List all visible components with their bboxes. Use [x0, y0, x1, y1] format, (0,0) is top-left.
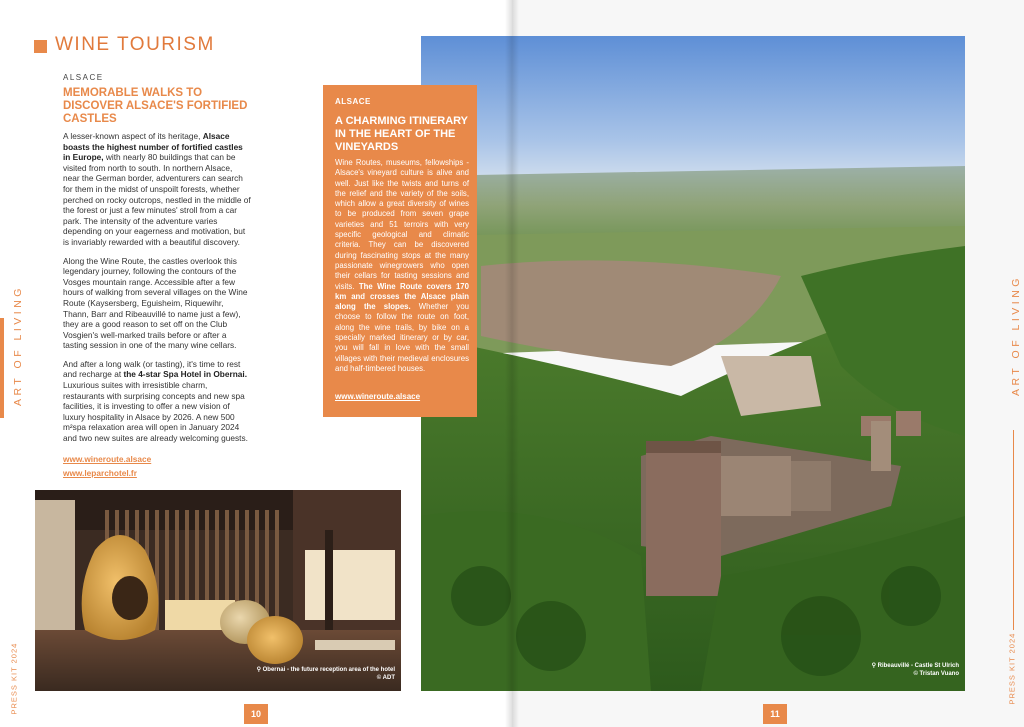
castle-caption-text: Ribeauvillé - Castle St Ulrich — [877, 663, 959, 669]
box-body — [335, 158, 469, 374]
hotel-photo — [35, 490, 401, 691]
press-kit-right: PRESS KIT 2024 — [1007, 632, 1017, 705]
press-kit-left: PRESS KIT 2024 — [9, 642, 19, 715]
paragraph-1 — [63, 131, 251, 248]
spine-shadow — [505, 0, 519, 727]
p3-text-bold: the 4-star Spa Hotel in Obernai. — [123, 369, 247, 380]
hotel-caption — [257, 666, 395, 682]
paragraph-2: Along the Wine Route, the castles overlook this legendary journey, following the contours of the Vosges mountain range. Accessible after a few hours of walking from several villages on the Wine Route (Kaysersberg, Eguisheim, Riquewihr, Thann, Barr and Ribeauvillé to name just a few), they are a good reason to set off on the Club Vosgien's well-marked trails before or after a tasting session in one of the many wine cellars. — [63, 255, 248, 351]
box-headline: A CHARMING ITINERARY IN THE HEART OF THE VINEYARDS — [335, 115, 468, 153]
castle-caption — [872, 662, 959, 678]
section-marker — [34, 40, 47, 53]
side-rule-right — [1013, 430, 1014, 630]
box-wineroute-link[interactable]: www.wineroute.alsace — [335, 392, 421, 401]
box-kicker: ALSACE — [335, 97, 371, 106]
article-kicker: ALSACE — [63, 73, 104, 82]
location-pin-icon: ⚲ — [871, 663, 878, 669]
hotel-illustration — [35, 490, 401, 691]
side-label-left: ART OF LIVING — [12, 285, 24, 406]
article-body — [63, 131, 251, 480]
box-body-bold: The Wine Route covers 170 km and crosses the Alsace plain along the slopes. — [335, 281, 469, 312]
p3-text-c: Luxurious suites with irresistible charm, restaurants with surprising concepts and new spa facilities, it is investing to offer a new vision of luxury hospitality in Alsace by 2026. A new 500 m²spa relaxation area will open in January 2024 and two new suites are already welcoming guests. — [63, 380, 248, 444]
paragraph-3 — [63, 359, 251, 444]
box-body-c: Whether you choose to follow the route on foot, along the wine trails, by bike on a specially marked itinerary or by car, you will fall in love with the small villages with their medieval enclosures and half-timbered houses. — [335, 302, 469, 373]
leparchotel-link[interactable]: www.leparchotel.fr — [63, 467, 137, 478]
itinerary-box — [323, 85, 477, 417]
section-title: WINE TOURISM — [55, 34, 215, 55]
side-tab-marker — [0, 318, 4, 418]
p3-text-a: And after a long walk (or tasting), it's time to rest and recharge at — [63, 358, 241, 380]
page-number-left: 10 — [244, 704, 268, 724]
page-number-right: 11 — [763, 704, 787, 724]
wineroute-link[interactable]: www.wineroute.alsace — [63, 453, 152, 464]
p1-text-c: with nearly 80 buildings that can be visited from north to south. In northern Alsace, near the German border, adventurers can search for them in the midst of unspoilt forests, whether perched on rocky outcrops, nestled in the middle of the forest or just a few minutes' stroll from a car park. The intensity of the adventure varies depending on your eagerness and motivation, but is invariably rewarded with a beautiful discovery. — [63, 152, 251, 247]
p1-text-bold: Alsace boasts the highest number of fortified castles in Europe, — [63, 131, 243, 163]
p1-text-a: A lesser-known aspect of its heritage, — [63, 131, 203, 141]
side-label-right: ART OF LIVING — [1010, 275, 1022, 396]
article-headline: MEMORABLE WALKS TO DISCOVER ALSACE'S FORTIFIED CASTLES — [63, 87, 248, 125]
hotel-credit: © ADT — [376, 675, 395, 681]
castle-illustration — [421, 36, 965, 691]
hotel-caption-text: Obernai - the future reception area of the hotel — [262, 667, 395, 673]
castle-photo — [421, 36, 965, 691]
location-pin-icon: ⚲ — [256, 667, 263, 673]
box-body-a: Wine Routes, museums, fellowships - Alsace's vineyard culture is alive and well. Just like the twists and turns of the relief and the variety of the soils, which allow a great diversity of wines to be produced from seven grape varieties and 51 terroirs with very specific geological and climatic criteria. They can be discovered during fascinating stops at the many passionate winegrowers who open their cellars for tasting sessions and visits. — [335, 158, 469, 291]
castle-credit: © Tristan Vuano — [913, 671, 959, 677]
